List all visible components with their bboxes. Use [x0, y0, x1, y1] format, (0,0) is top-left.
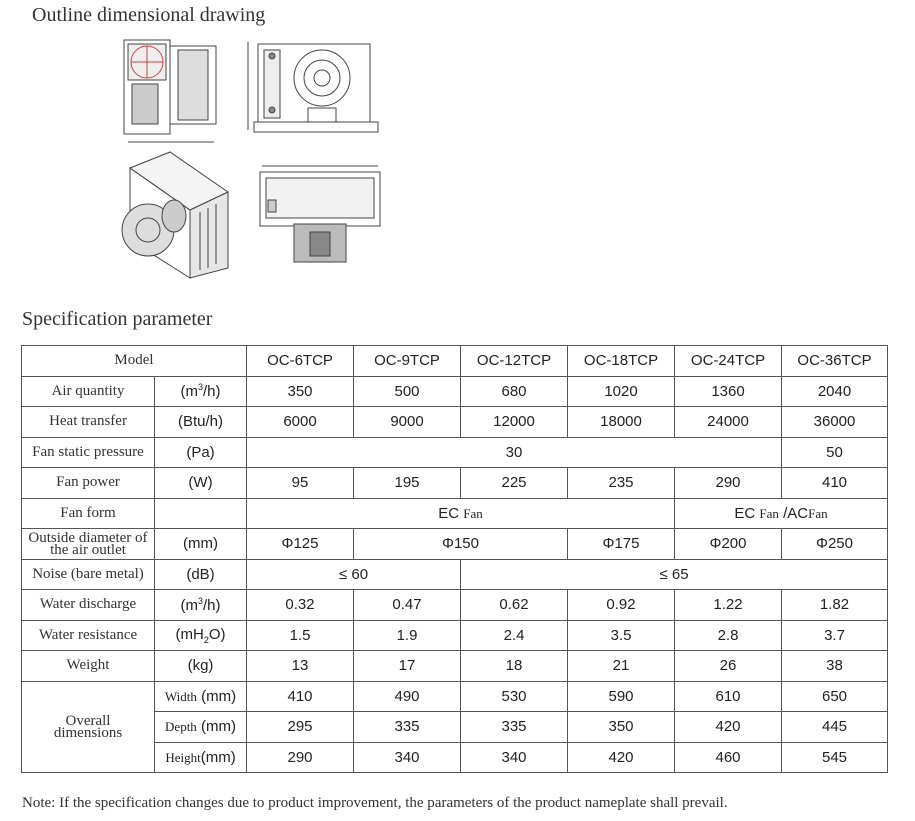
- table-row-model: [22, 346, 888, 377]
- cell-value: 530: [461, 681, 568, 712]
- cell-value: 6000: [247, 407, 354, 438]
- table-row-fan-form: [22, 498, 888, 529]
- row-unit: Depth (mm): [155, 712, 247, 743]
- cell-value: 26: [675, 651, 782, 682]
- cell-value: 680: [461, 376, 568, 407]
- model-header: OC-12TCP: [461, 346, 568, 377]
- row-label: Weight: [22, 651, 155, 682]
- row-unit: $(mH_2O)$: [155, 620, 247, 651]
- specification-table: [21, 345, 888, 773]
- row-unit: Height(mm): [155, 742, 247, 773]
- top-view-drawing: [252, 162, 388, 266]
- cell-value: 500: [354, 376, 461, 407]
- cell-value: 340: [354, 742, 461, 773]
- cell-value: 30: [247, 437, 782, 468]
- cell-value: 235: [568, 468, 675, 499]
- cell-value: 460: [675, 742, 782, 773]
- cell-value: 24000: [675, 407, 782, 438]
- model-header: OC-18TCP: [568, 346, 675, 377]
- cell-value: 225: [461, 468, 568, 499]
- cell-value: 1.9: [354, 620, 461, 651]
- cell-value: EC Fan /ACFan: [675, 498, 888, 529]
- cell-value: 610: [675, 681, 782, 712]
- cell-value: 410: [247, 681, 354, 712]
- row-label: Heat transfer: [22, 407, 155, 438]
- row-unit: (dB): [155, 559, 247, 590]
- table-row-noise: [22, 559, 888, 590]
- cell-value: 36000: [782, 407, 888, 438]
- cell-value: 1.5: [247, 620, 354, 651]
- front-view-drawing: [242, 38, 382, 138]
- row-label: Water resistance: [22, 620, 155, 651]
- row-label: Fan form: [22, 498, 155, 529]
- cell-value: 12000: [461, 407, 568, 438]
- row-unit-empty: [155, 498, 247, 529]
- cell-value: 1020: [568, 376, 675, 407]
- cell-value: 2.8: [675, 620, 782, 651]
- table-row-water-discharge: [22, 590, 888, 621]
- table-row-heat-transfer: [22, 407, 888, 438]
- cell-value: EC Fan: [247, 498, 675, 529]
- cell-value: 420: [568, 742, 675, 773]
- cell-value: 295: [247, 712, 354, 743]
- table-row-weight: [22, 651, 888, 682]
- row-unit: Width (mm): [155, 681, 247, 712]
- footnote: Note: If the specification changes due to product improvement, the parameters of the product nameplate shall prevail.: [22, 795, 728, 811]
- cell-value: 17: [354, 651, 461, 682]
- cell-value: 2.4: [461, 620, 568, 651]
- cell-value: 290: [247, 742, 354, 773]
- model-header: OC-24TCP: [675, 346, 782, 377]
- row-unit: (W): [155, 468, 247, 499]
- cell-value: ≤ 65: [461, 559, 888, 590]
- row-unit: (kg): [155, 651, 247, 682]
- model-header: OC-9TCP: [354, 346, 461, 377]
- row-unit: $(m^3/h)$: [155, 376, 247, 407]
- row-label: Water discharge: [22, 590, 155, 621]
- row-label: Fan power: [22, 468, 155, 499]
- table-row-air-quantity: [22, 376, 888, 407]
- model-header: OC-6TCP: [247, 346, 354, 377]
- table-row-fan-static-pressure: [22, 437, 888, 468]
- isometric-view-drawing: [110, 150, 238, 282]
- cell-value: 18000: [568, 407, 675, 438]
- cell-value: ≤ 60: [247, 559, 461, 590]
- row-label: Outside diameter of the air outlet: [22, 529, 155, 560]
- cell-value: 335: [461, 712, 568, 743]
- row-label: Fan static pressure: [22, 437, 155, 468]
- cell-value: 350: [247, 376, 354, 407]
- cell-value: 1360: [675, 376, 782, 407]
- row-unit: (Pa): [155, 437, 247, 468]
- cell-value: 1.82: [782, 590, 888, 621]
- cell-value: 9000: [354, 407, 461, 438]
- cell-value: Φ200: [675, 529, 782, 560]
- cell-value: Φ150: [354, 529, 568, 560]
- cell-value: Φ175: [568, 529, 675, 560]
- cell-value: 18: [461, 651, 568, 682]
- cell-value: 0.92: [568, 590, 675, 621]
- model-label: Model: [22, 346, 247, 377]
- cell-value: 95: [247, 468, 354, 499]
- cell-value: 2040: [782, 376, 888, 407]
- row-unit: $(m^3/h)$: [155, 590, 247, 621]
- cell-value: 410: [782, 468, 888, 499]
- cell-value: 0.47: [354, 590, 461, 621]
- cell-value: 21: [568, 651, 675, 682]
- table-row-outlet-diameter: [22, 529, 888, 560]
- side-view-drawing: [118, 38, 226, 146]
- cell-value: 340: [461, 742, 568, 773]
- cell-value: 335: [354, 712, 461, 743]
- outline-drawing-heading: Outline dimensional drawing: [32, 4, 266, 26]
- cell-value: 13: [247, 651, 354, 682]
- cell-value: 1.22: [675, 590, 782, 621]
- cell-value: 420: [675, 712, 782, 743]
- cell-value: 545: [782, 742, 888, 773]
- row-label: Noise (bare metal): [22, 559, 155, 590]
- cell-value: 290: [675, 468, 782, 499]
- row-unit: (mm): [155, 529, 247, 560]
- cell-value: 0.32: [247, 590, 354, 621]
- model-header: OC-36TCP: [782, 346, 888, 377]
- cell-value: 195: [354, 468, 461, 499]
- cell-value: 445: [782, 712, 888, 743]
- cell-value: 50: [782, 437, 888, 468]
- table-row-water-resistance: [22, 620, 888, 651]
- cell-value: 590: [568, 681, 675, 712]
- table-row-fan-power: [22, 468, 888, 499]
- spec-parameter-heading: Specification parameter: [22, 308, 213, 330]
- cell-value: Φ250: [782, 529, 888, 560]
- table-row-width: [22, 681, 888, 712]
- cell-value: 350: [568, 712, 675, 743]
- cell-value: 650: [782, 681, 888, 712]
- cell-value: 38: [782, 651, 888, 682]
- cell-value: Φ125: [247, 529, 354, 560]
- cell-value: 3.7: [782, 620, 888, 651]
- cell-value: 0.62: [461, 590, 568, 621]
- row-unit: (Btu/h): [155, 407, 247, 438]
- row-label: Air quantity: [22, 376, 155, 407]
- overall-dimensions-label: Overall dimensions: [22, 681, 155, 773]
- cell-value: 3.5: [568, 620, 675, 651]
- cell-value: 490: [354, 681, 461, 712]
